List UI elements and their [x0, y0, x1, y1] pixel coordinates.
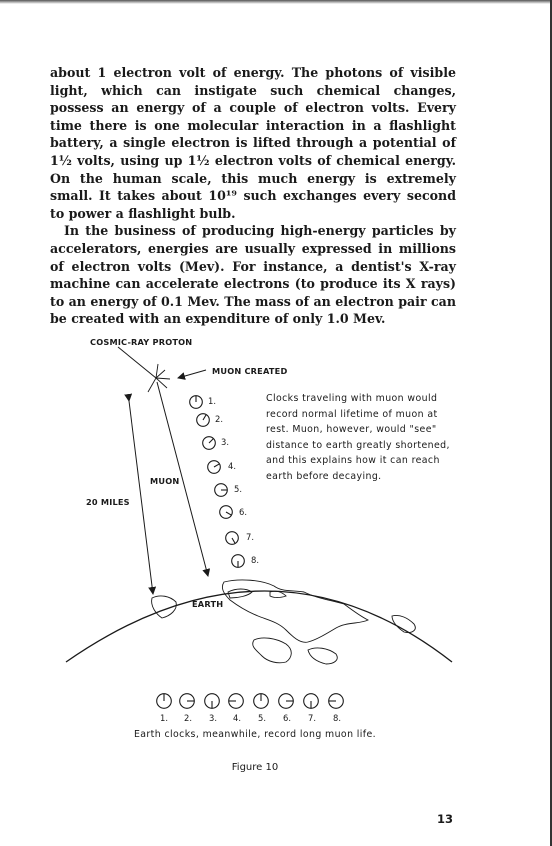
muon-clock-number: 3. — [221, 437, 229, 447]
label-muon-created: MUON CREATED — [212, 366, 288, 376]
side-caption — [266, 391, 462, 485]
page-number: 13 — [437, 812, 454, 826]
text-line: energy of a couple of electron volts. Every time there is — [50, 100, 457, 133]
label-earth: EARTH — [192, 599, 224, 609]
earth-clock-number: 4. — [233, 713, 241, 723]
side-caption-line: earth before decaying. — [266, 470, 382, 482]
clock-icon — [304, 694, 319, 709]
text-line: 1½ electron volts of chemical energy. On the human scale, — [50, 152, 456, 186]
clock-icon — [157, 694, 172, 709]
side-caption-line: record normal lifetime of muon at — [266, 408, 438, 420]
label-twenty-miles: 20 MILES — [86, 497, 130, 507]
text-line: about 1 electron volt of energy. The photons of visible light, — [50, 65, 456, 98]
earth-clock-number: 1. — [160, 713, 168, 723]
proton-track — [118, 347, 156, 378]
earth-clock-number: 3. — [209, 713, 217, 723]
text-line: such exchanges every second to power a flashlight bulb. — [50, 188, 456, 221]
text-line: to an energy of 0.1 Mev. The mass of an electron pair can — [50, 293, 456, 309]
text-line: be created with an expenditure of only 1.0 Mev. — [50, 311, 386, 327]
clock-icon — [208, 461, 221, 474]
side-caption-line: and this explains how it can reach — [266, 455, 440, 467]
side-caption-line: Clocks traveling with muon would — [266, 393, 438, 404]
text-line: electron is lifted through a potential of 1½ volts, using up — [50, 135, 456, 168]
earth-outline — [66, 591, 452, 662]
muon-clock-number: 6. — [239, 507, 247, 517]
earth-clock-number: 6. — [283, 713, 291, 723]
twenty-miles-arrow — [129, 401, 153, 594]
continents — [152, 580, 416, 664]
text-line: this much energy is extremely small. It takes about 10¹⁹ — [50, 170, 456, 204]
clock-icon — [215, 484, 228, 497]
figure-title: Figure 10 — [231, 762, 279, 773]
clock-icon — [229, 694, 244, 709]
earth-clock-number: 8. — [333, 713, 341, 723]
text-line: of electron volts (Mev). For instance, a dentist's X-ray — [50, 258, 456, 274]
earth-clock-number: 5. — [258, 713, 266, 723]
label-cosmic-ray-proton: COSMIC-RAY PROTON — [90, 337, 193, 347]
clock-icon — [232, 555, 245, 568]
text-line: In the business of producing high-energy particles by — [64, 223, 456, 239]
earth-clock-number: 2. — [184, 713, 192, 723]
muon-clock-number: 4. — [228, 461, 236, 471]
earth-clocks-caption: Earth clocks, meanwhile, record long muon life. — [133, 729, 377, 740]
muon-created-pointer — [178, 370, 206, 378]
muon-clock-number: 5. — [234, 484, 242, 494]
muon-clock-number: 1. — [208, 396, 216, 406]
clock-icon — [220, 506, 233, 519]
muon-clock-number: 7. — [246, 532, 254, 542]
side-caption-line: rest. Muon, however, would "see" — [266, 424, 437, 436]
label-muon: MUON — [150, 476, 180, 486]
clock-icon — [329, 694, 344, 709]
text-line: machine can accelerate electrons (to produce its X rays) — [50, 276, 456, 292]
clock-icon — [203, 437, 216, 450]
earth-clocks — [157, 694, 344, 709]
muon-clock-number: 8. — [251, 555, 259, 565]
clock-icon — [180, 694, 195, 709]
muon-clock-number: 2. — [215, 414, 223, 424]
earth-clock-number: 7. — [308, 713, 316, 723]
clock-icon — [279, 694, 294, 709]
clock-icon — [190, 396, 203, 409]
side-caption-line: distance to earth greatly shortened, — [266, 439, 450, 451]
clock-icon — [226, 532, 239, 545]
text-line: accelerators, energies are usually expressed in millions — [50, 240, 456, 256]
text-line: which can instigate such chemical changes, possess an — [50, 82, 456, 116]
clock-icon — [254, 694, 269, 709]
text-line: one molecular interaction in a flashlight battery, a single — [50, 117, 456, 151]
clock-icon — [205, 694, 220, 709]
clock-icon — [197, 414, 210, 427]
